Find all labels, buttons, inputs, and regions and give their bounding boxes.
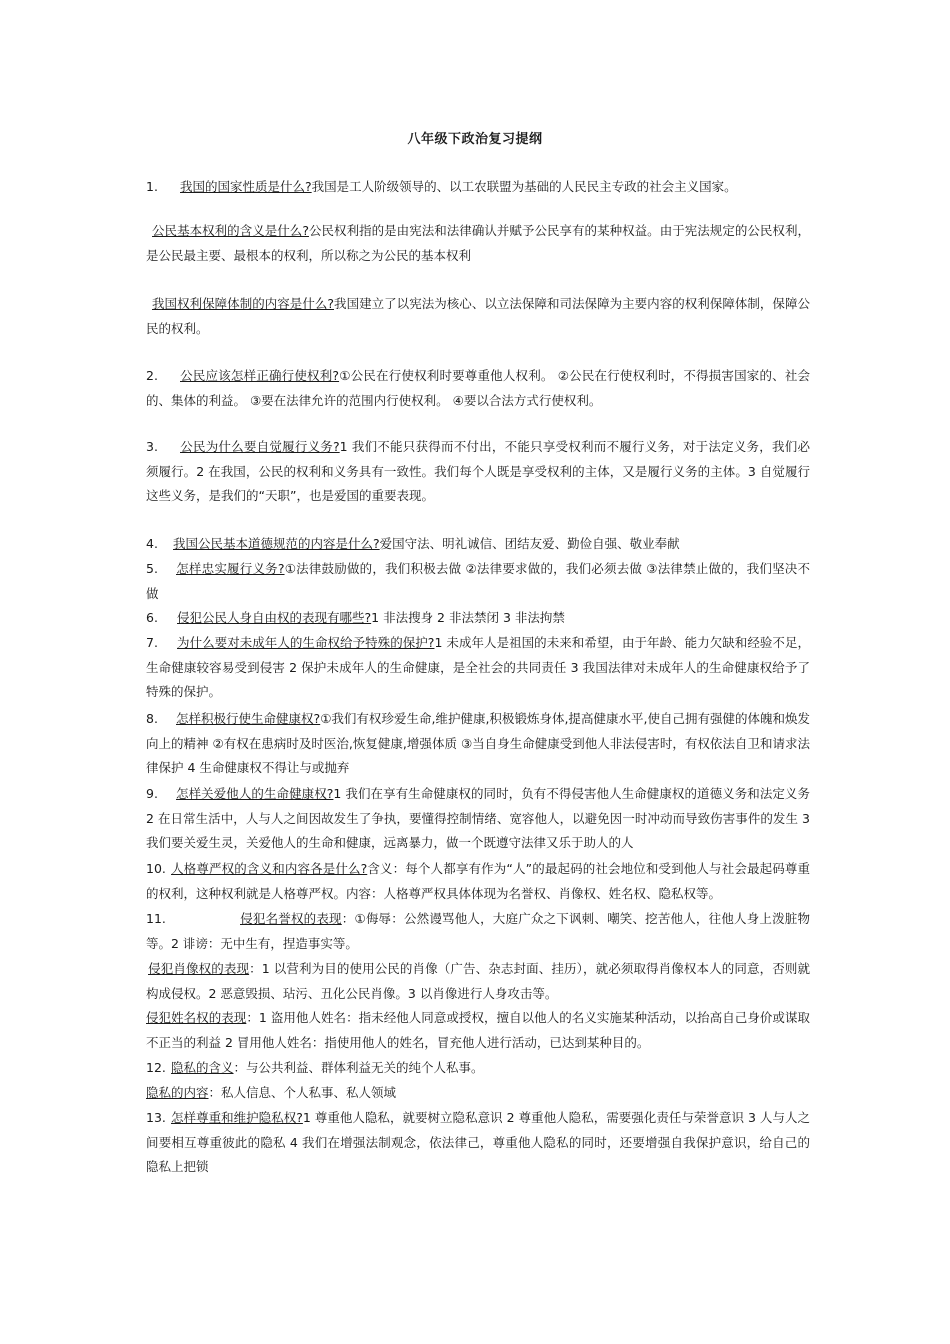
item-privacy-content [146,1081,810,1106]
item-2 [146,364,810,413]
question: 隐私的含义 [171,1060,234,1075]
answer: 爱国守法、明礼诚信、团结友爱、勤俭自强、敬业奉献 [379,536,680,551]
answer: 1 我们不能只获得而不付出，不能只享受权利而不履行义务，对于法定义务，我们必须履行。2 在我国，公民的权利和义务具有一致性。我们每个人既是享受权利的主体，又是履行义务的主体。3 自觉履行这些义务，是我们的“天职”，也是爱国的重要表现。 [146,439,810,503]
item-number: 9. [146,786,158,801]
question: 怎样关爱他人的生命健康权? [176,786,334,801]
item-5 [146,557,810,606]
item-12 [146,1056,810,1081]
item-9 [146,782,810,856]
item-number: 1. [146,179,158,194]
answer: ①公民在行使权利时要尊重他人权利。 ②公民在行使权利时，不得损害国家的、社会的、集体的利益。 ③要在法律允许的范围内行使权利。 ④要以合法方式行使权利。 [146,368,811,408]
question: 侵犯肖像权的表现 [148,961,250,976]
question: 侵犯公民人身自由权的表现有哪些? [177,610,372,625]
question: 人格尊严权的含义和内容各是什么? [171,861,368,876]
answer: 1 未成年人是祖国的未来和希望，由于年龄、能力欠缺和经验不足，生命健康较容易受到侵害 2 保护未成年人的生命健康，是全社会的共同责任 3 我国法律对未成年人的生命健康权给予了特殊的保护。 [146,635,810,699]
item-number: 3. [146,439,158,454]
answer: ：私人信息、个人私事、私人领域 [208,1085,397,1100]
item-8 [146,707,810,781]
question: 我国的国家性质是什么? [180,179,312,194]
item-number: 12. [146,1060,166,1075]
question: 公民为什么要自觉履行义务? [180,439,340,454]
answer: ：①侮辱：公然谩骂他人，大庭广众之下讽刺、嘲笑、挖苦他人，往他人身上泼脏物等。2 诽谤：无中生有，捏造事实等。 [146,911,810,951]
question: 怎样尊重和维护隐私权? [171,1110,303,1125]
answer: 1 非法搜身 2 非法禁闭 3 非法拘禁 [371,610,565,625]
answer: ①法律鼓励做的，我们积极去做 ②法律要求做的，我们必须去做 ③法律禁止做的，我们坚决不做 [146,561,810,601]
answer: 我国建立了以宪法为核心、以立法保障和司法保障为主要内容的权利保障体制，保障公民的权利。 [146,296,810,336]
question: 怎样忠实履行义务? [176,561,285,576]
item-number: 6. [146,610,158,625]
question: 我国权利保障体制的内容是什么? [152,296,335,311]
answer: 1 尊重他人隐私，就要树立隐私意识 2 尊重他人隐私，需要强化责任与荣誉意识 3 人与人之间要相互尊重彼此的隐私 4 我们在增强法制观念，依法律己，尊重他人隐私的同时，还要增强自我保护意识，给自己的隐私上把锁 [146,1110,810,1174]
answer: ①我们有权珍爱生命,维护健康,积极锻炼身体,提高健康水平,使自己拥有强健的体魄和焕发向上的精神 ②有权在患病时及时医治,恢复健康,增强体质 ③当自身生命健康受到他人非法侵害时，有权依法自卫和请求法律保护 4 生命健康权不得让与或抛弃 [146,711,810,775]
answer: 公民权利指的是由宪法和法律确认并赋予公民享有的某种权益。由于宪法规定的公民权利，是公民最主要、最根本的权利，所以称之为公民的基本权利 [146,223,810,263]
answer: 我国是工人阶级领导的、以工农联盟为基础的人民民主专政的社会主义国家。 [311,179,737,194]
question: 侵犯名誉权的表现 [240,911,342,926]
item-13 [146,1106,810,1180]
item-1 [146,175,810,200]
item-7 [146,631,810,705]
item-name-right [146,1006,810,1055]
answer: ：1 以营利为目的使用公民的肖像（广告、杂志封面、挂历），就必须取得肖像权本人的同意，否则就构成侵权。2 恶意毁损、玷污、丑化公民肖像。3 以肖像进行人身攻击等。 [146,961,810,1001]
item-10 [146,857,810,906]
item-portrait-right [146,957,810,1006]
question: 为什么要对未成年人的生命权给予特殊的保护? [177,635,435,650]
item-number: 10. [146,861,166,876]
question: 公民基本权利的含义是什么? [152,223,309,238]
item-4 [146,532,810,557]
question: 公民应该怎样正确行使权利? [180,368,340,383]
question: 侵犯姓名权的表现 [146,1010,247,1025]
item-number: 7. [146,635,158,650]
item-number: 8. [146,711,158,726]
item-11 [146,907,810,956]
answer: 含义：每个人都享有作为“人”的最起码的社会地位和受到他人与社会最起码尊重的权利，这种权利就是人格尊严权。内容：人格尊严权具体体现为名誉权、肖像权、姓名权、隐私权等。 [146,861,810,901]
item-rights-meaning [146,219,810,268]
item-3 [146,435,810,509]
item-number: 11. [146,911,166,926]
item-6 [146,606,810,631]
question: 隐私的内容 [146,1085,209,1100]
item-number: 13. [146,1110,166,1125]
answer: ：1 盗用他人姓名：指未经他人同意或授权，擅自以他人的名义实施某种活动，以抬高自己身价或谋取不正当的利益 2 冒用他人姓名：指使用他人的姓名，冒充他人进行活动，已达到某种目的。 [146,1010,810,1050]
answer: 1 我们在享有生命健康权的同时，负有不得侵害他人生命健康权的道德义务和法定义务 2 在日常生活中，人与人之间因故发生了争执，要懂得控制情绪、宽容他人，以避免因一时冲动而导致伤害事件的发生 3 我们要关爱生灵，关爱他人的生命和健康，远离暴力，做一个既遵守法律又乐于助人的人 [146,786,810,850]
item-number: 2. [146,368,158,383]
answer: ：与公共利益、群体利益无关的纯个人私事。 [233,1060,484,1075]
question: 怎样积极行使生命健康权? [176,711,321,726]
item-number: 5. [146,561,158,576]
question: 我国公民基本道德规范的内容是什么? [173,536,380,551]
item-number: 4. [146,536,158,551]
page-title: 八年级下政治复习提纲 [407,132,543,147]
item-rights-system [146,292,810,341]
